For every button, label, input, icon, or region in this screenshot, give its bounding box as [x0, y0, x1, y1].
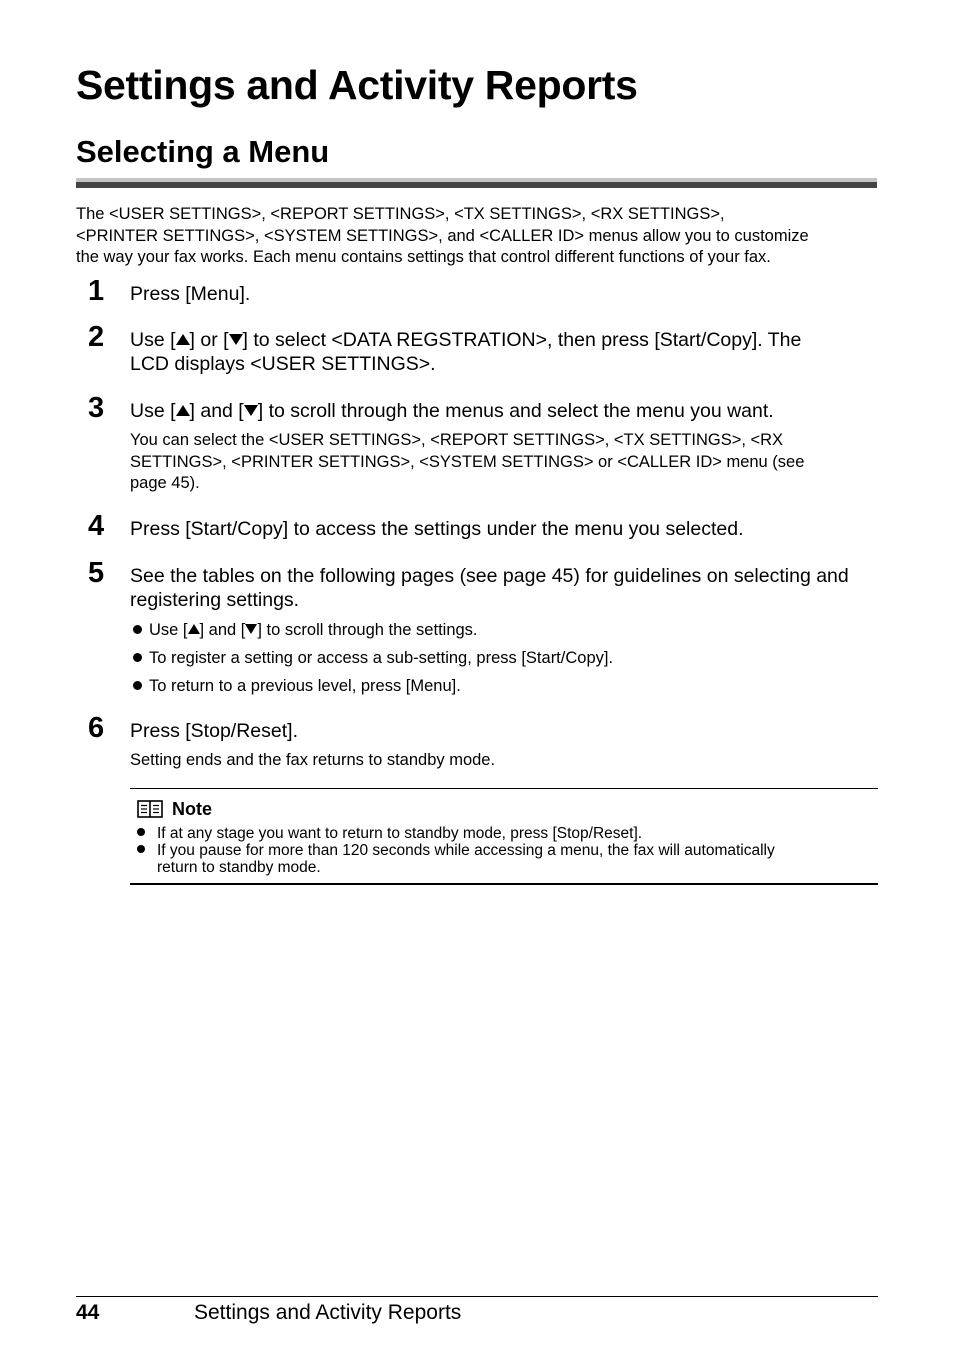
description-line: You can select the <USER SETTINGS>, <REPORT SETTINGS>, <TX SETTINGS>, <RX [130, 431, 784, 449]
note-item [137, 842, 775, 859]
bullet-item [133, 676, 461, 696]
step-text [130, 564, 880, 612]
page-number: 44 [76, 1301, 100, 1324]
footer-title: Settings and Activity Reports [194, 1301, 462, 1324]
step-line: registering settings. [130, 589, 300, 611]
down-arrow-icon [245, 624, 257, 634]
description-line: Setting ends and the fax returns to standby mode. [130, 751, 496, 769]
step-text [130, 719, 880, 743]
step-line: Press [Menu]. [130, 283, 251, 305]
note-heading-label: Note [172, 799, 212, 819]
note-text: If you pause for more than 120 seconds while accessing a menu, the fax will automatically [157, 842, 775, 859]
text-fragment: Use [ [130, 400, 176, 422]
down-arrow-icon [244, 405, 258, 416]
note-bottom-rule [130, 883, 878, 885]
description-line: page 45). [130, 474, 200, 492]
bullet-text: To return to a previous level, press [Menu]. [149, 677, 461, 695]
text-fragment: Use [ [149, 621, 188, 639]
up-arrow-icon [176, 405, 190, 416]
step-line: Press [Start/Copy] to access the settings under the menu you selected. [130, 518, 744, 540]
text-fragment: ] to scroll through the menus and select the menu you want. [257, 400, 774, 422]
step-line [130, 399, 880, 423]
step-text [130, 282, 880, 306]
step-line [130, 328, 880, 352]
step-text [130, 517, 880, 541]
step-text [130, 399, 880, 423]
step-number: 6 [88, 712, 105, 744]
intro-line: the way your fax works. Each menu contains settings that control different functions of your fax. [76, 248, 771, 266]
description-line: SETTINGS>, <PRINTER SETTINGS>, <SYSTEM SETTINGS> or <CALLER ID> menu (see [130, 452, 805, 471]
step-description [130, 430, 880, 495]
note-item [137, 825, 643, 842]
intro-line: <PRINTER SETTINGS>, <SYSTEM SETTINGS>, and <CALLER ID> menus allow you to customize [76, 226, 809, 245]
step-line: See the tables on the following pages (see page 45) for guidelines on selecting and [130, 565, 849, 587]
section-rule-dark [76, 182, 877, 188]
up-arrow-icon [176, 334, 190, 345]
text-fragment: ] to scroll through the settings. [257, 621, 478, 639]
text-fragment: Use [ [130, 329, 176, 351]
note-text: return to standby mode. [157, 859, 321, 876]
bullet-item [133, 648, 613, 668]
note-heading [137, 799, 212, 820]
bullet-icon [137, 828, 145, 836]
section-title: Selecting a Menu [76, 134, 330, 169]
step-number: 4 [88, 510, 105, 542]
text-fragment: ] and [ [189, 400, 244, 422]
step-number: 2 [88, 321, 105, 353]
step-number: 5 [88, 557, 105, 589]
bullet-text: To register a setting or access a sub-setting, press [Start/Copy]. [149, 649, 614, 667]
bullet-icon [137, 845, 145, 853]
intro-paragraph [76, 204, 878, 269]
text-fragment: ] or [ [189, 329, 229, 351]
bullet-icon [133, 625, 142, 634]
step-number: 1 [88, 275, 105, 307]
text-fragment: ] and [ [199, 621, 246, 639]
step-line: Press [Stop/Reset]. [130, 720, 298, 742]
note-text: If at any stage you want to return to standby mode, press [Stop/Reset]. [157, 825, 643, 842]
page-title: Settings and Activity Reports [76, 62, 638, 108]
up-arrow-icon [188, 624, 200, 634]
step-text [130, 328, 880, 376]
bullet-item [133, 620, 478, 640]
bullet-icon [133, 653, 142, 662]
step-line: LCD displays <USER SETTINGS>. [130, 353, 436, 375]
down-arrow-icon [229, 334, 243, 345]
text-fragment: ] to select <DATA REGSTRATION>, then press [Start/Copy]. The [242, 329, 802, 351]
intro-line: The <USER SETTINGS>, <REPORT SETTINGS>, <TX SETTINGS>, <RX SETTINGS>, [76, 205, 725, 223]
step-description [130, 750, 880, 772]
step-number: 3 [88, 392, 105, 424]
bullet-icon [133, 681, 142, 690]
book-note-icon [137, 799, 163, 819]
footer-rule [76, 1296, 878, 1297]
note-top-rule [130, 788, 878, 789]
